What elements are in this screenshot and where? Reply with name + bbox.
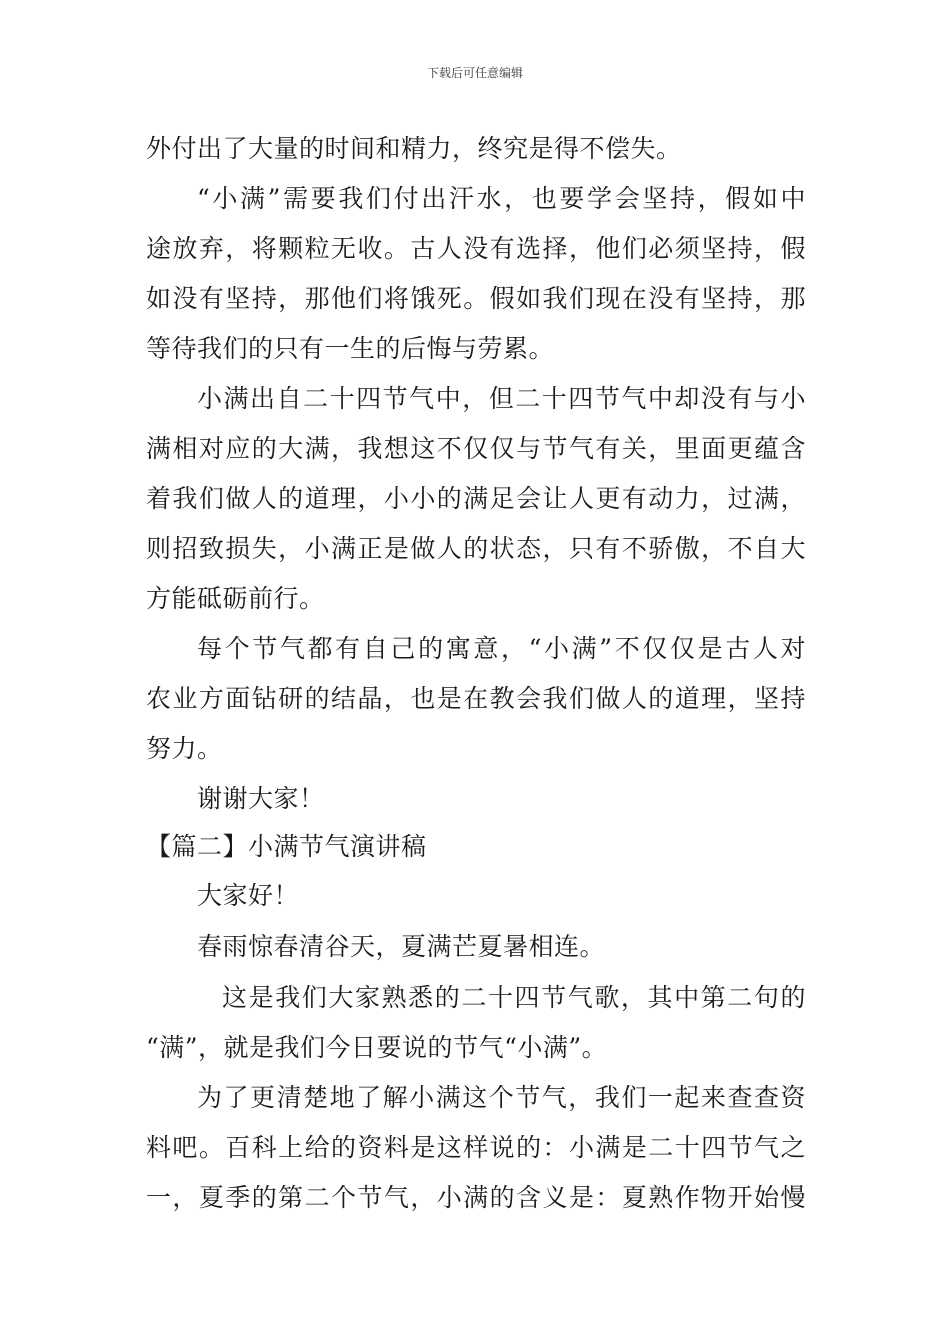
text-line: 途放弃，将颗粒无收。古人没有选择，他们必须坚持，假 — [146, 234, 806, 263]
text-line: 一，夏季的第二个节气，小满的含义是：夏熟作物开始慢 — [146, 1183, 806, 1212]
text-line: “小满”需要我们付出汗水，也要学会坚持，假如中 — [197, 184, 806, 213]
text-line: 则招致损失，小满正是做人的状态，只有不骄傲，不自大 — [146, 534, 806, 563]
text-line: 料吧。百科上给的资料是这样说的：小满是二十四节气之 — [146, 1133, 806, 1162]
text-line: “满”，就是我们今日要说的节气“小满”。 — [146, 1033, 608, 1062]
text-line: 农业方面钻研的结晶，也是在教会我们做人的道理，坚持 — [146, 684, 806, 713]
text-line: 方能砥砺前行。 — [146, 584, 325, 613]
text-line: 小满出自二十四节气中，但二十四节气中却没有与小 — [197, 384, 806, 413]
text-line: 春雨惊春清谷天，夏满芒夏暑相连。 — [197, 932, 606, 961]
text-line: 如没有坚持，那他们将饿死。假如我们现在没有坚持，那 — [146, 284, 806, 313]
text-line: 为了更清楚地了解小满这个节气，我们一起来查查资 — [197, 1083, 806, 1112]
text-line: 满相对应的大满，我想这不仅仅与节气有关，里面更蕴含 — [146, 434, 806, 463]
text-line: 这是我们大家熟悉的二十四节气歌，其中第二句的 — [222, 983, 806, 1012]
text-line: 外付出了大量的时间和精力，终究是得不偿失。 — [146, 134, 682, 163]
section-heading: 【篇二】小满节气演讲稿 — [146, 832, 427, 861]
text-line: 每个节气都有自己的寓意，“小满”不仅仅是古人对 — [197, 634, 806, 663]
page-header: 下载后可任意编辑 — [426, 66, 523, 80]
text-line: 努力。 — [146, 734, 223, 763]
text-line: 着我们做人的道理，小小的满足会让人更有动力，过满， — [146, 484, 806, 513]
text-line: 大家好！ — [197, 881, 300, 910]
text-line: 谢谢大家！ — [197, 784, 325, 813]
text-line: 等待我们的只有一生的后悔与劳累。 — [146, 334, 555, 363]
